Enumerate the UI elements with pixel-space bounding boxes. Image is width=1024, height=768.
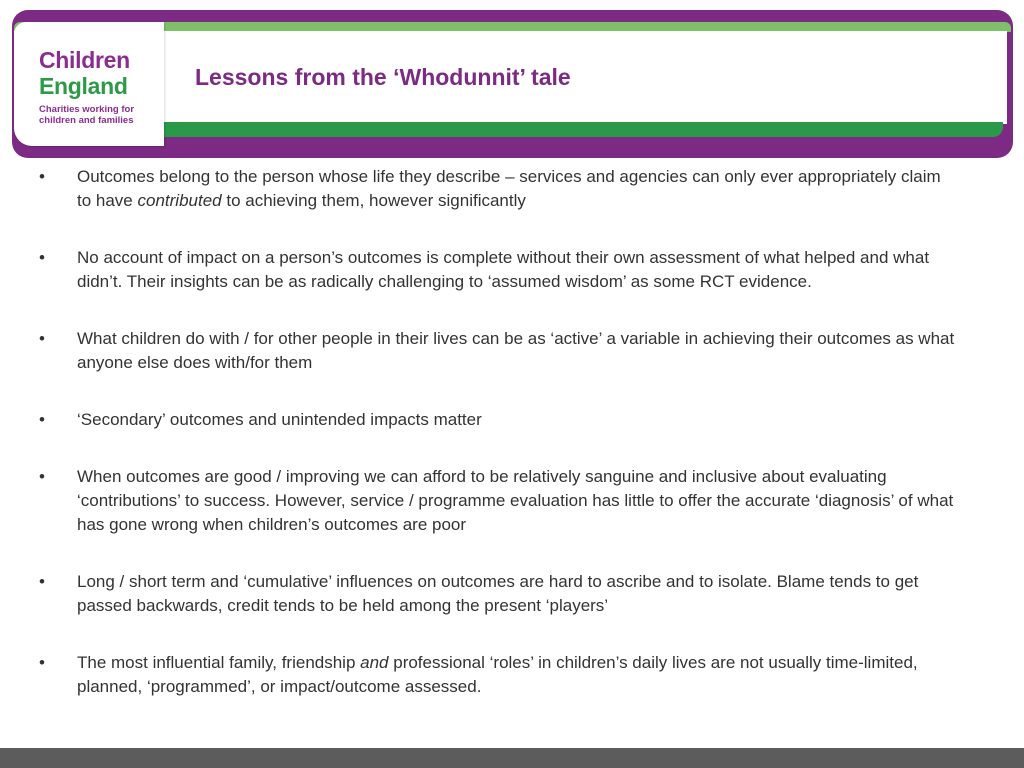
bullet-text-cont: to achieving them, however significantly xyxy=(221,191,526,210)
bullet-emphasis: and xyxy=(360,653,389,672)
footer-bar xyxy=(0,748,1024,768)
bullet-item xyxy=(37,651,957,699)
logo-tagline: Charities working for children and families xyxy=(39,104,135,126)
bullet-dot-icon: • xyxy=(39,329,45,348)
bullet-text-cont: professional ‘roles’ in children’s daily lives are not usually time-limited, planned, ‘programmed’, or impact/outcome assessed. xyxy=(77,653,918,696)
bullet-text: When outcomes are good / improving we can afford to be relatively sanguine and inclusive about evaluating ‘contributions’ to success. However, service / programme evaluation has little to offer the accurate ‘diagnosis’ of what has gone wrong when children’s outcomes are poor xyxy=(77,467,954,534)
bullet-dot-icon: • xyxy=(39,653,45,672)
logo-england-wordmark: England xyxy=(39,73,128,99)
header-green-stripe-bottom xyxy=(160,122,1003,137)
bullet-text: The most influential family, friendship xyxy=(77,653,361,672)
bullet-dot-icon: • xyxy=(39,572,45,591)
bullet-item xyxy=(37,327,957,375)
bullet-dot-icon: • xyxy=(39,410,45,429)
bullet-dot-icon: • xyxy=(39,167,45,186)
slide-title: Lessons from the ‘Whodunnit’ tale xyxy=(195,64,571,90)
bullet-item xyxy=(37,408,957,432)
bullet-text: What children do with / for other people in their lives can be as ‘active’ a variable in achieving their outcomes as what anyone else does with/for them xyxy=(77,329,955,372)
bullet-list xyxy=(37,165,957,699)
bullet-item xyxy=(37,465,957,537)
bullet-item xyxy=(37,165,957,213)
bullet-text: Long / short term and ‘cumulative’ influences on outcomes are hard to ascribe and to isolate. Blame tends to get passed backwards, credit tends to be held among the present ‘players’ xyxy=(77,572,919,615)
bullet-text: ‘Secondary’ outcomes and unintended impacts matter xyxy=(77,410,482,429)
bullet-item xyxy=(37,246,957,294)
bullet-dot-icon: • xyxy=(39,248,45,267)
bullet-text: No account of impact on a person’s outcomes is complete without their own assessment of what helped and what didn’t. Their insights can be as radically challenging to ‘assumed wisdom’ as some RCT evidence. xyxy=(77,248,930,291)
bullet-item xyxy=(37,570,957,618)
bullet-emphasis: contributed xyxy=(137,191,222,210)
bullet-dot-icon: • xyxy=(39,467,45,486)
logo-children-wordmark: Children xyxy=(39,47,130,73)
bullet-text: Outcomes belong to the person whose life they describe – services and agencies can only ever appropriately claim to have xyxy=(77,167,941,210)
